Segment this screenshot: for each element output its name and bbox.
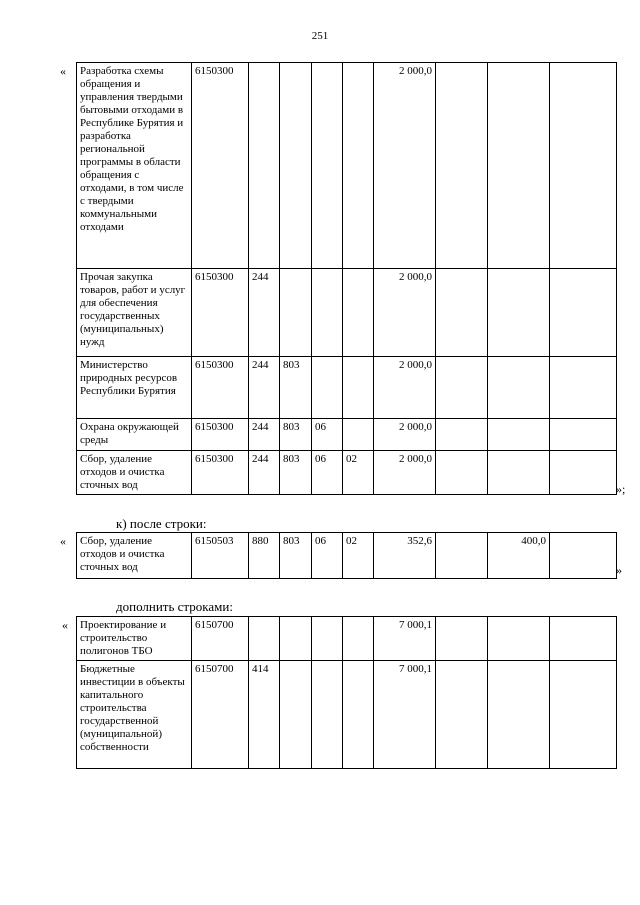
cell-c4: 803	[280, 451, 312, 495]
cell-name: Разработка схемы обращения и управления твердыми бытовыми отходами в Республике Бурятия и разработка региональной программы в области обращения с отходами, в том числе с твердыми коммунальными отходами	[77, 63, 192, 269]
cell-c7: 2 000,0	[374, 419, 436, 451]
cell-c9	[488, 269, 550, 357]
cell-c3: 244	[249, 357, 280, 419]
cell-name: Охрана окружающей среды	[77, 419, 192, 451]
cell-c3: 244	[249, 419, 280, 451]
cell-c5: 06	[312, 533, 343, 579]
opening-quote: «	[60, 534, 66, 548]
cell-name: Прочая закупка товаров, работ и услуг для обеспечения государственных (муниципальных) нужд	[77, 269, 192, 357]
cell-c8	[436, 419, 488, 451]
cell-code: 6150503	[192, 533, 249, 579]
cell-c9	[488, 451, 550, 495]
cell-c3: 414	[249, 661, 280, 769]
cell-c6	[343, 419, 374, 451]
cell-c6	[343, 63, 374, 269]
section-heading-after-line: к) после строки:	[116, 516, 207, 531]
cell-c5: 06	[312, 451, 343, 495]
cell-code: 6150300	[192, 419, 249, 451]
cell-c4	[280, 269, 312, 357]
cell-c6	[343, 357, 374, 419]
cell-c3: 880	[249, 533, 280, 579]
budget-table-1	[76, 62, 617, 495]
cell-c7: 2 000,0	[374, 269, 436, 357]
table-row	[77, 357, 617, 419]
cell-name: Проектирование и строительство полигонов ТБО	[77, 617, 192, 661]
cell-c7: 7 000,1	[374, 617, 436, 661]
closing-quote: »	[616, 563, 622, 577]
cell-name: Бюджетные инвестиции в объекты капитального строительства государственной (муниципальной) собственности	[77, 661, 192, 769]
table-row	[77, 661, 617, 769]
table-row	[77, 617, 617, 661]
budget-table-2	[76, 532, 617, 579]
cell-name: Сбор, удаление отходов и очистка сточных вод	[77, 451, 192, 495]
opening-quote: «	[62, 618, 68, 632]
cell-code: 6150300	[192, 63, 249, 269]
cell-c5: 06	[312, 419, 343, 451]
table-body	[77, 63, 617, 495]
cell-c10	[550, 533, 617, 579]
cell-c4	[280, 617, 312, 661]
section-heading-add-lines: дополнить строками:	[116, 599, 233, 614]
cell-code: 6150300	[192, 357, 249, 419]
cell-c7: 7 000,1	[374, 661, 436, 769]
cell-name: Сбор, удаление отходов и очистка сточных вод	[77, 533, 192, 579]
table-row	[77, 269, 617, 357]
cell-c4: 803	[280, 419, 312, 451]
table-row	[77, 451, 617, 495]
cell-c6	[343, 661, 374, 769]
table-row	[77, 419, 617, 451]
cell-c6	[343, 269, 374, 357]
cell-c7: 2 000,0	[374, 357, 436, 419]
page-number: 251	[311, 30, 329, 42]
cell-c9	[488, 661, 550, 769]
cell-code: 6150300	[192, 269, 249, 357]
cell-c6: 02	[343, 451, 374, 495]
cell-c4: 803	[280, 357, 312, 419]
cell-c4	[280, 661, 312, 769]
cell-c7: 2 000,0	[374, 451, 436, 495]
cell-c3	[249, 63, 280, 269]
cell-c8	[436, 357, 488, 419]
cell-c10	[550, 419, 617, 451]
cell-c8	[436, 661, 488, 769]
cell-c5	[312, 357, 343, 419]
table-row	[77, 533, 617, 579]
cell-c9: 400,0	[488, 533, 550, 579]
cell-code: 6150700	[192, 661, 249, 769]
cell-c8	[436, 451, 488, 495]
opening-quote: «	[60, 64, 66, 78]
cell-name: Министерство природных ресурсов Республики Бурятия	[77, 357, 192, 419]
table-body	[77, 533, 617, 579]
cell-c10	[550, 451, 617, 495]
cell-code: 6150700	[192, 617, 249, 661]
cell-c10	[550, 357, 617, 419]
cell-c10	[550, 617, 617, 661]
cell-c9	[488, 357, 550, 419]
cell-c10	[550, 661, 617, 769]
cell-c6: 02	[343, 533, 374, 579]
cell-c5	[312, 269, 343, 357]
closing-quote: »;	[616, 482, 626, 496]
cell-c9	[488, 419, 550, 451]
cell-c5	[312, 661, 343, 769]
cell-c5	[312, 63, 343, 269]
cell-c5	[312, 617, 343, 661]
table-row	[77, 63, 617, 269]
cell-c9	[488, 617, 550, 661]
cell-c7: 2 000,0	[374, 63, 436, 269]
budget-table-3	[76, 616, 617, 769]
cell-c8	[436, 617, 488, 661]
cell-c7: 352,6	[374, 533, 436, 579]
cell-c10	[550, 269, 617, 357]
cell-c10	[550, 63, 617, 269]
cell-c8	[436, 533, 488, 579]
cell-c9	[488, 63, 550, 269]
cell-c8	[436, 63, 488, 269]
cell-c4: 803	[280, 533, 312, 579]
cell-c4	[280, 63, 312, 269]
cell-code: 6150300	[192, 451, 249, 495]
table-body	[77, 617, 617, 769]
cell-c3	[249, 617, 280, 661]
cell-c3: 244	[249, 451, 280, 495]
cell-c8	[436, 269, 488, 357]
cell-c6	[343, 617, 374, 661]
cell-c3: 244	[249, 269, 280, 357]
